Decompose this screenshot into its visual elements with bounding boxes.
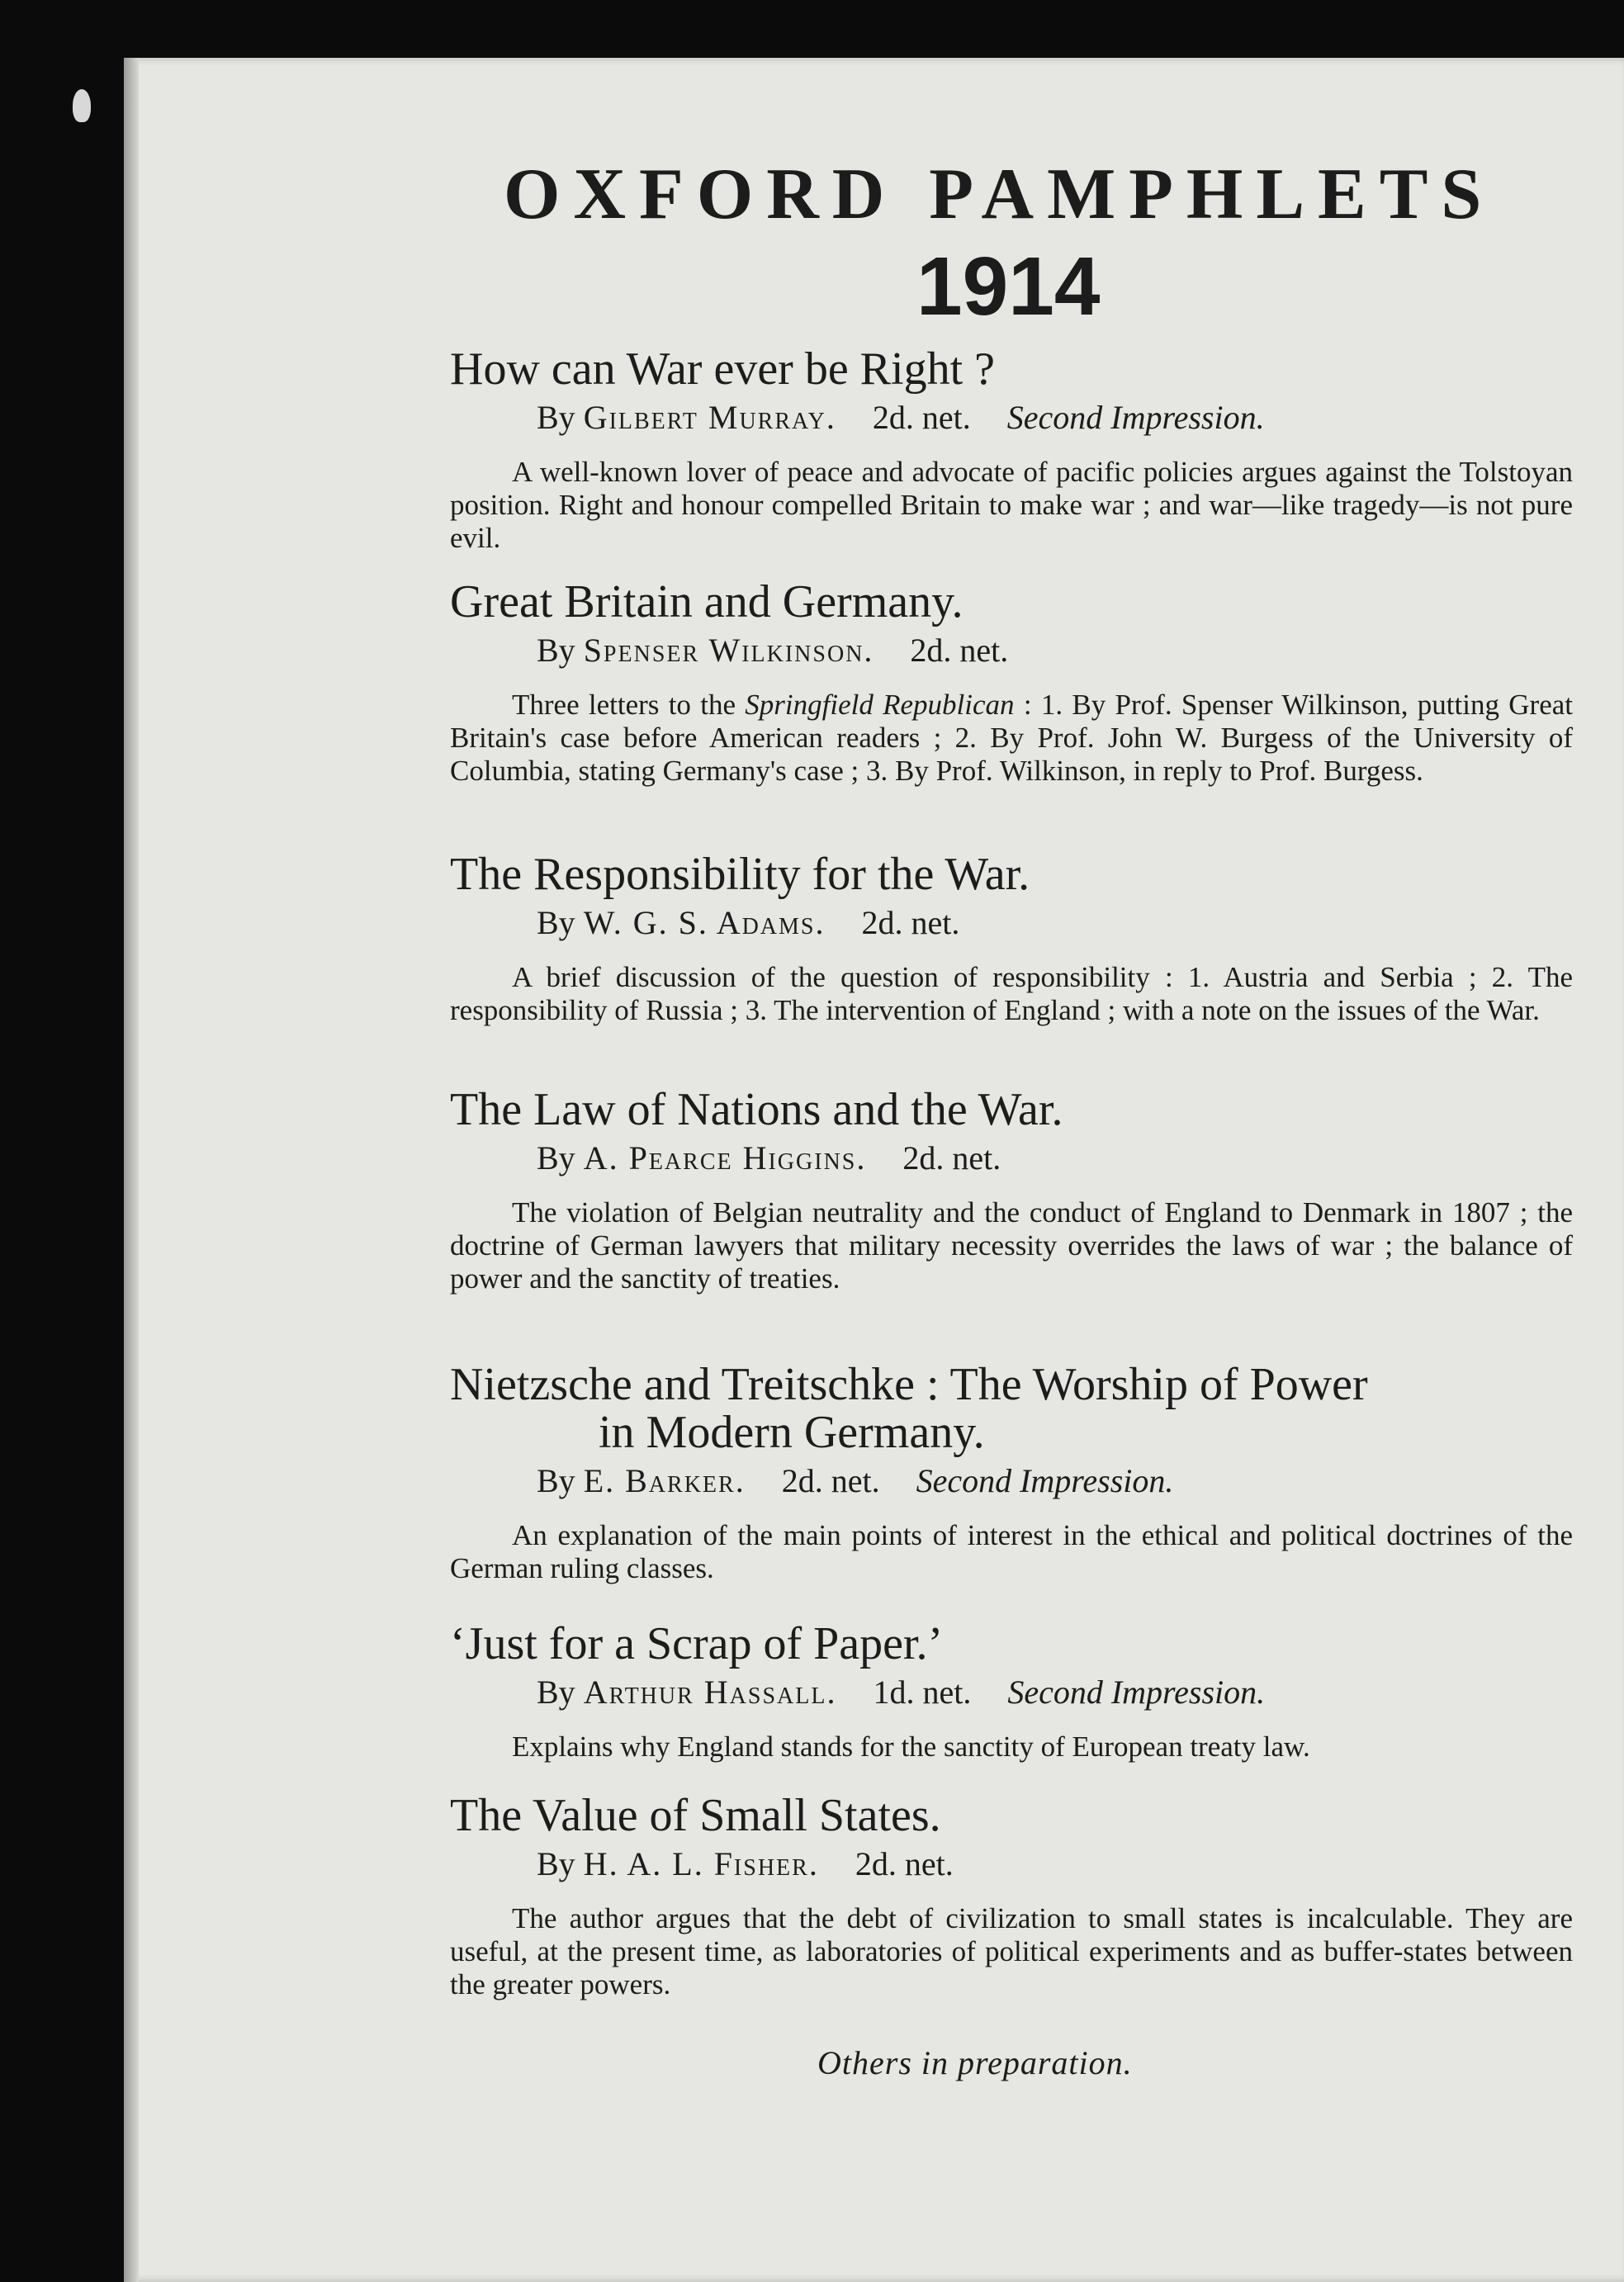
margin-mark: [73, 89, 91, 122]
pamphlet-byline: [537, 1844, 1573, 1884]
pamphlet-price: 2d. net.: [872, 399, 971, 436]
pamphlet-title: ‘Just for a Scrap of Paper.’: [450, 1618, 944, 1669]
pamphlet-description: A well-known lover of peace and advocate of pacific policies argues against the Tolstoyan position. Right and honour compelled Britain to make war ; and war—like tragedy—is not pure evil.: [450, 456, 1573, 554]
pamphlet-description: The violation of Belgian neutrality and the conduct of England to Denmark in 1807 ; the doctrine of German lawyers that military necessity overrides the laws of war ; the balance of power and the sanctity of treaties.: [450, 1196, 1573, 1295]
pamphlet-price: 1d. net.: [873, 1674, 972, 1711]
pamphlet-byline: [537, 903, 1573, 943]
pamphlet-byline: [537, 1461, 1573, 1501]
pamphlet-title: The Value of Small States.: [450, 1790, 941, 1841]
by-label: By: [537, 399, 575, 436]
pamphlet-entry: [450, 1086, 1573, 1295]
pamphlet-description: An explanation of the main points of interest in the ethical and political doctrines of the German ruling classes.: [450, 1519, 1573, 1584]
pamphlet-entry: [450, 1792, 1573, 2001]
pamphlet-entry: [450, 1620, 1573, 1764]
pamphlet-impression: Second Impression.: [916, 1462, 1174, 1499]
pamphlet-title: Great Britain and Germany.: [450, 576, 964, 627]
pamphlet-byline: [537, 398, 1573, 438]
pamphlet-description: A brief discussion of the question of responsibility : 1. Austria and Serbia ; 2. The responsibility of Russia ; 3. The intervention of England ; with a note on the issues of the War.: [450, 961, 1573, 1026]
pamphlet-price: 2d. net.: [781, 1462, 880, 1499]
pamphlet-byline: [537, 1673, 1573, 1712]
pamphlet-description: Explains why England stands for the sanctity of European treaty law.: [512, 1730, 1310, 1763]
pamphlet-author: A. Pearce Higgins.: [583, 1139, 867, 1177]
pamphlet-author: W. G. S. Adams.: [583, 904, 826, 941]
by-label: By: [537, 1674, 575, 1711]
pamphlet-title: How can War ever be Right ?: [450, 343, 995, 395]
pamphlet-author: Gilbert Murray.: [583, 399, 836, 436]
pamphlet-title: The Responsibility for the War.: [450, 849, 1030, 900]
pamphlet-author: Arthur Hassall.: [583, 1674, 837, 1711]
page-title: OXFORD PAMPHLETS: [504, 154, 1495, 234]
pamphlet-entry: [450, 345, 1573, 555]
by-label: By: [537, 1139, 575, 1177]
pamphlet-title: The Law of Nations and the War.: [450, 1084, 1063, 1135]
pamphlet-entry: [450, 1361, 1573, 1585]
pamphlet-title-line2: in Modern Germany.: [599, 1407, 985, 1458]
pamphlet-author: E. Barker.: [583, 1462, 746, 1499]
pamphlet-author: H. A. L. Fisher.: [583, 1845, 819, 1882]
others-note: Others in preparation.: [817, 2044, 1133, 2081]
pamphlet-price: 2d. net.: [910, 632, 1009, 669]
pamphlet-impression: Second Impression.: [1007, 1674, 1266, 1711]
newspaper-name: Springfield Republican: [745, 689, 1015, 721]
pamphlet-price: 2d. net.: [855, 1845, 954, 1882]
pamphlet-author: Spenser Wilkinson.: [583, 632, 874, 669]
pamphlet-description: The author argues that the debt of civilization to small states is incalculable. They are useful, at the present time, as laboratories of political experiments and as buffer-states between the greater powers.: [450, 1902, 1573, 2000]
by-label: By: [537, 1462, 575, 1499]
description-text: : 1. By Prof. Spenser Wilkinson, putting Great Britain's case before American readers ; 2. By Prof. John W. Burgess of the University of Columbia, stating Germany's case ; 3. By Prof. Wilkinson, in reply to Prof. Burgess.: [450, 689, 1573, 787]
pamphlet-price: 2d. net.: [902, 1139, 1001, 1177]
by-label: By: [537, 1845, 575, 1882]
page-edge: [124, 58, 139, 2282]
pamphlet-impression: Second Impression.: [1006, 399, 1265, 436]
pamphlet-price: 2d. net.: [861, 904, 960, 941]
pamphlet-byline: [537, 631, 1573, 670]
by-label: By: [537, 904, 575, 941]
pamphlet-description: [450, 689, 1573, 788]
pamphlet-byline: [537, 1139, 1573, 1178]
pamphlet-title: Nietzsche and Treitschke : The Worship of Power: [450, 1359, 1368, 1410]
by-label: By: [537, 632, 575, 669]
description-text: Three letters to the: [512, 689, 746, 721]
page-year: 1914: [916, 240, 1101, 333]
pamphlet-entry: [450, 578, 1573, 788]
pamphlet-entry: [450, 850, 1573, 1027]
